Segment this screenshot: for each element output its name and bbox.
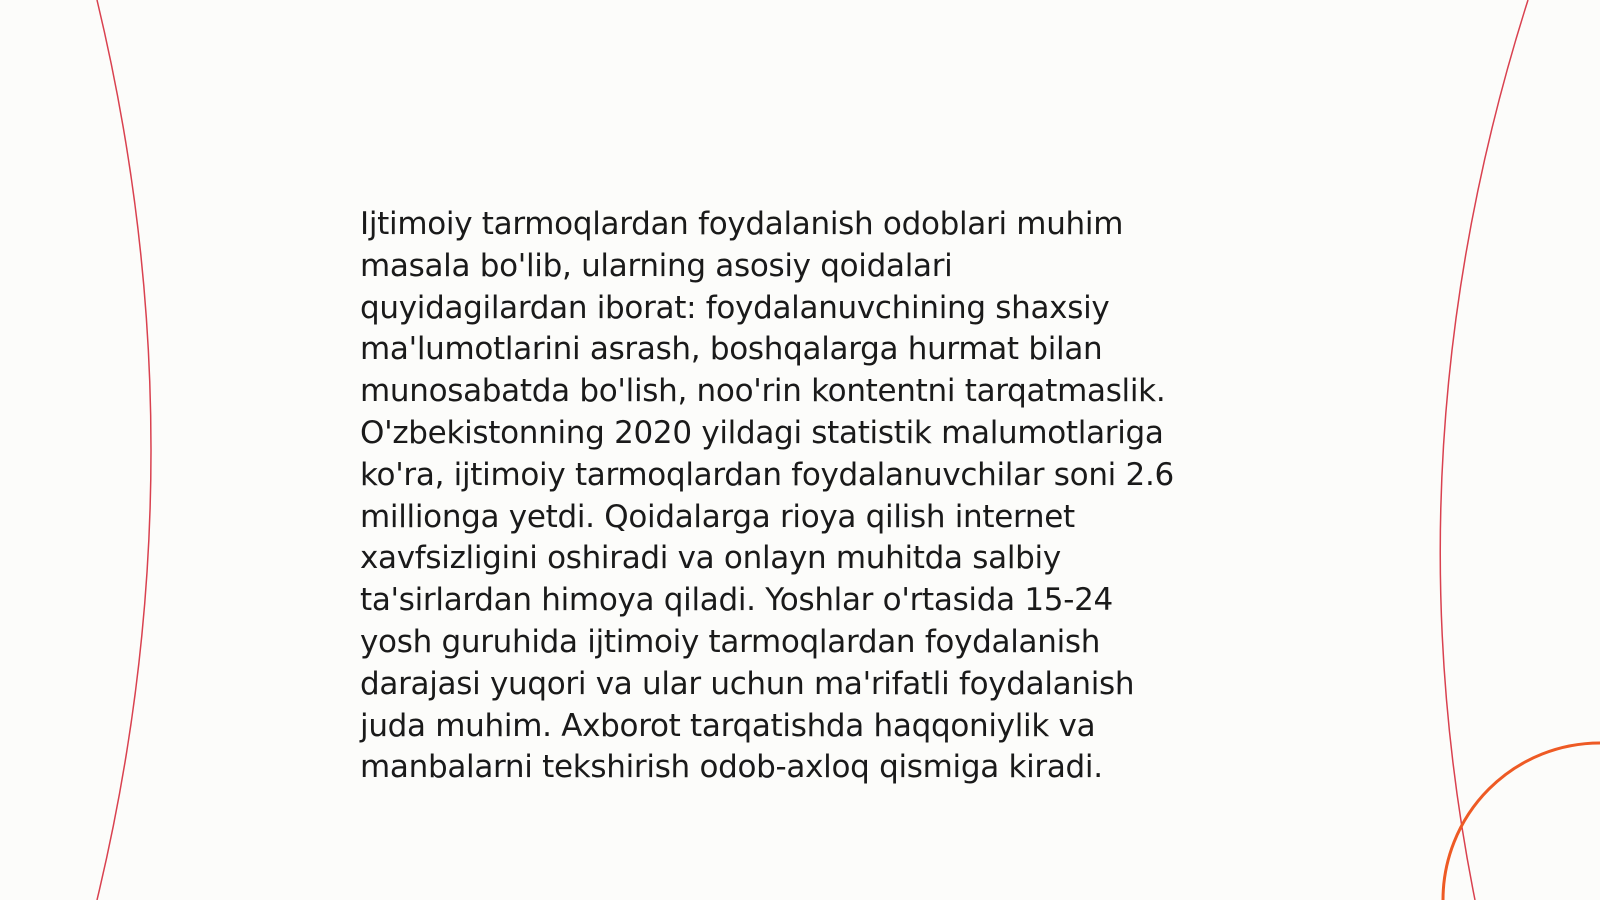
body-line: munosabatda bo'lish, noo'rin kontentni tarqatmaslik. [360,373,1166,410]
body-line: juda muhim. Axborot tarqatishda haqqoniylik va [360,707,1096,744]
body-line: ta'sirlardan himoya qiladi. Yoshlar o'rtasida 15-24 [360,582,1113,619]
body-line: quyidagilardan iborat: foydalanuvchining shaxsiy [360,289,1110,326]
body-line: millionga yetdi. Qoidalarga rioya qilish internet [360,498,1075,535]
body-line: O'zbekistonning 2020 yildagi statistik malumotlariga [360,414,1164,451]
body-line: manbalarni tekshirish odob-axloq qismiga kiradi. [360,749,1103,786]
body-line: Ijtimoiy tarmoqlardan foydalanish odoblari muhim [360,206,1124,242]
body-line: ko'ra, ijtimoiy tarmoqlardan foydalanuvchilar soni 2.6 [360,456,1174,493]
body-line: xavfsizligini oshiradi va onlayn muhitda salbiy [360,540,1061,577]
body-text [360,204,1240,789]
body-line: darajasi yuqori va ular uchun ma'rifatli foydalanish [360,665,1135,702]
right-curve [1440,0,1528,900]
body-line: ma'lumotlarini asrash, boshqalarga hurmat bilan [360,331,1103,368]
orange-arc [1443,743,1600,900]
left-curve [97,0,151,900]
body-line: masala bo'lib, ularning asosiy qoidalari [360,247,953,284]
body-line: yosh guruhida ijtimoiy tarmoqlardan foydalanish [360,623,1101,660]
